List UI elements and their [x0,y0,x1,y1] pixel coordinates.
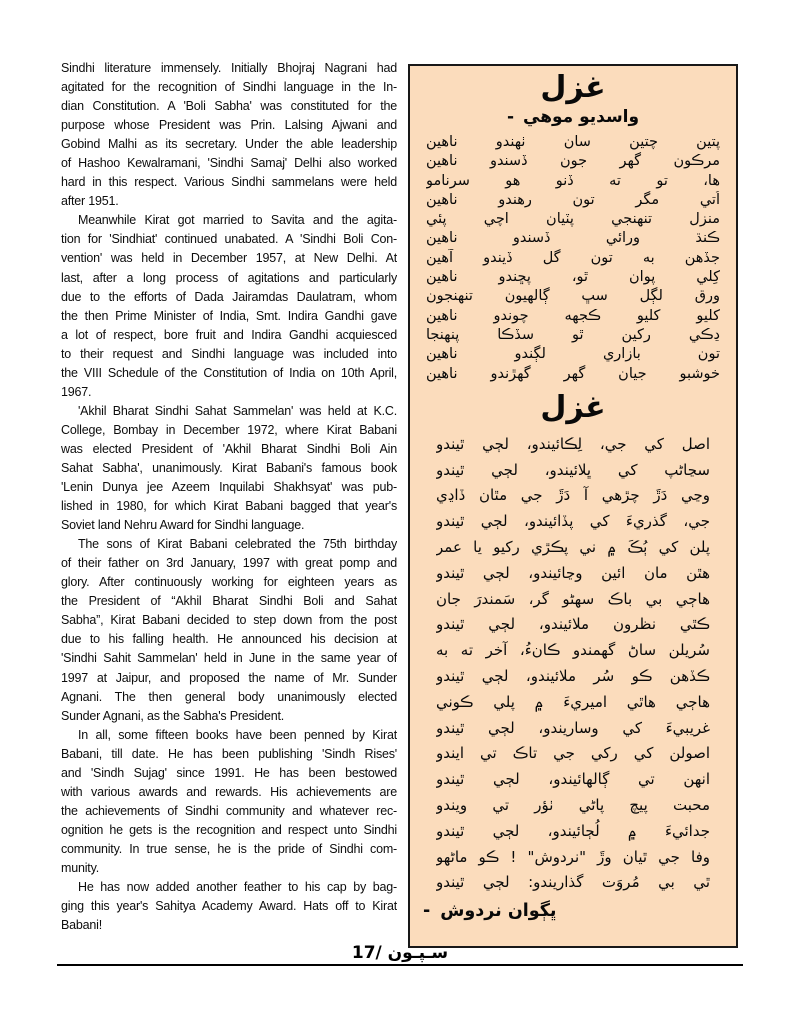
text-line: He has now added another feather to his cap by bag- [78,880,397,895]
ghazal2-lines [410,425,736,896]
footer-rule [57,964,743,966]
paragraph [61,726,397,878]
poetry-line: انهن تي ڳالهائيندو، لڄي ٿيندو [436,770,710,789]
poetry-line: هاڄي بي باڪ سهڻو گر، سَمندرَ جان [436,589,710,608]
poetry-line: جي، گذريءَ کي پڏائيندو، لڄي ٿيندو [436,512,710,531]
text-line: of Hashoo Kewalramani, 'Sindhi Samaj' Delhi also worked [61,156,397,171]
poetry-line: هاڄي هاٿي اميريءَ ۾ پلي ڪوني [436,692,710,711]
text-line: and 'Sindh Sujag' since 1991. He has been bestowed [61,765,397,780]
article-column [61,59,397,935]
footer-page-text: سـپـون /17 [351,943,449,963]
text-line: after 1951. [61,194,119,209]
text-line: 1997 at Jaipur, and proposed the name of Mr. Sunder [61,670,397,685]
text-line: College, Bombay in December 1972, where Kirat Babani [61,422,397,437]
text-line: The sons of Kirat Babani celebrated the 75th birthday [78,537,397,552]
text-line: due to his falling health. He announced his decision at [61,632,397,647]
poetry-line: اصولن کي رکي جي تاڪ تي ايندو [436,744,710,763]
poetry-line: کِلي پوان ٿو، پڇندو ناهين [426,269,720,286]
text-line: lished in 1980, for which Kirat Babani bagged that year's [61,499,397,514]
text-line: last, after a long process of agitations and particularly [61,270,397,285]
text-line: glory. After continuously working for eighteen years as [61,575,397,590]
text-line: munity. [61,860,99,875]
text-line: Sunder Agnani, as the Sabha's President. [61,708,285,723]
ghazal2-signature [410,899,736,923]
text-line: agitated for the recognition of Sindhi language in the In- [61,80,397,95]
paragraph [61,211,397,401]
text-line: 'Sindhi Sahit Sammelan' held in June in the same year of [61,651,397,666]
text-line: a lot of respect, bore fruit and Indira Gandhi acquiesced [61,327,397,342]
ghazal1-title: غزل [540,70,606,105]
text-line: Sindhi literature immensely. Initially Bhojraj Nagrani had [61,61,397,75]
poetry-line: پلن کي ٻُڪَ ۾ ني پڪڙي رکيو يا عمر [436,538,710,557]
poetry-line: کليو کليو ڪجهه چوندو ناهين [426,307,720,324]
poetry-line: جڏهن به تون گل ڏيندو آهين [426,249,720,266]
text-line: the then Prime Minister of India, Smt. Indira Gandhi gave [61,308,397,323]
poetry-line: محبت پيچ پاڻي ٺؤر تي ويندو [436,796,710,815]
poetry-line: ڪڏهن ڪو سُر ملائيندو، لڄي ٿيندو [436,667,710,686]
text-line: ging this year's Sahitya Academy Award. Hats off to Kirat [61,899,397,914]
poetry-line: سڃاڻپ کي ڀلائيندو، لڄي ٿيندو [436,460,710,479]
text-line: hard in this respect. Various Sindhi sammelans were held [61,175,397,190]
poetry-line: تون بازاري لڳندو ناهين [426,346,720,363]
text-line: Soviet land Nehru Award for Sindhi language. [61,518,305,533]
poetry-line: ها، تو ته ڏنو هو سرنامو [426,172,720,189]
text-line: Sabha”, Kirat Babani decided to step down from the post [61,613,397,628]
text-line: 'Akhil Bharat Sindhi Sahat Sammelan' was held at K.C. [78,403,397,418]
paragraph [61,59,397,211]
poetry-line: مرڪون گهر جون ڏسندو ناهين [426,153,720,170]
text-line: due to the efforts of Dada Jairamdas Daulatram, whom [61,289,397,304]
text-line: 1967. [61,384,92,399]
text-line: Gobind Malhi as its secretary. Under the able leadership [61,137,397,152]
text-line: dian Constitution. A 'Boli Sabha' was constituted for the [61,99,397,114]
signature-dash: - [423,901,431,922]
text-line: Babani! [61,918,102,933]
text-line: Meanwhile Kirat got married to Savita and the agita- [78,213,397,228]
poetry-line: ٿي بي مُروَت گذاريندو: لڄي ٿيندو [436,873,710,892]
poetry-line: ڪنڌ ورائي ڏسندو ناهين [426,230,720,247]
signature-name: ڀڳوان نردوش [440,901,557,922]
text-line: of their father on 3rd January, 1997 with great pomp and [61,556,397,571]
text-line: Sahat Sabha', unanimously. Kirat Babani's famous book [61,460,397,475]
text-line: the achievements of Sindhi community and whatever rec- [61,803,397,818]
poetry-line: ڍڪي رکين ٿو سڏڪا پنهنجا [426,326,720,343]
poetry-line: ڪٿي نظرون ملائيندو، لڄي ٿيندو [436,615,710,634]
text-line: was elected President of 'Akhil Bharat Sindhi Boli Ain [61,441,397,456]
text-line: community. In true sense, he is the pride of Sindhi com- [61,841,397,856]
footer-page-label [0,941,800,965]
text-line: with various awards and rewards. His achievements are [61,784,397,799]
poetry-line: ورق لڳل سڀ ڳالهيون تنهنجون [426,288,720,305]
text-line: Babani, till date. He has been publishing 'Sindh Rises' [61,746,397,761]
paragraph [61,878,397,935]
poetry-line: اُتي مگر تون رهندو ناهين [426,191,720,208]
poetry-line: وڃي دَڙَ چڙهي آ دَڙَ جي مٿان ڏاڍي [436,486,710,505]
author-name: واسديو موهي [523,107,640,127]
text-line: In all, some fifteen books have been penned by Kirat [78,727,397,742]
text-line: Agnani. The then general body unanimously elected [61,689,397,704]
poetry-line: اصل کي جي، لِڪائيندو، لڄي ٿيندو [436,434,710,453]
text-line: to their request and Sindhi language was included into [61,346,397,361]
text-line: vention' was held in December 1957, at New Delhi. At [61,251,397,266]
poetry-line: جدائيءَ ۾ لُڄائيندو، لڄي ٿيندو [436,821,710,840]
poetry-line: غريبيءَ کي وساريندو، لڄي ٿيندو [436,718,710,737]
paragraph [61,402,397,535]
poetry-line: وفا جي ٿيان وڙَ "نردوش" ! ڪو ماڻهو [436,847,710,866]
poetry-line: هٿن مان ائين وڃائيندو، لڄي ٿيندو [436,563,710,582]
ghazal2-title: غزل [540,389,606,425]
paragraph [61,535,397,725]
text-line: 'Lenin Dunya jee Azeem Inquilabi Shakhsyat' was pub- [61,480,397,495]
text-line: ognition he gets is the recognition and respect unto Sindhi [61,822,397,837]
poetry-line: منزل تنهنجي پٽيان اچي پئي [426,211,720,228]
text-line: the VIII Schedule of the Constitution of India on 10th April, [61,365,397,380]
text-line: tion for 'Sindhiat' continued unabated. A 'Sindhi Boli Con- [61,232,397,247]
text-line: the President of “Akhil Bharat Sindhi Boli and Sahat [61,594,397,609]
poetry-line: خوشبو جيان گهر گهڙندو ناهين [426,365,720,382]
author-dash: - [506,107,514,127]
text-line: purpose whose President was Prin. Lalsing Ajwani and [61,118,397,133]
poetry-line: پتين چتين سان ٺهندو ناهين [426,134,720,150]
poetry-line: سُريلن ساڻ گهمندو ڪانءُ، آخر ته به [436,641,710,660]
poetry-box [408,64,738,948]
ghazal1-lines [410,131,736,384]
ghazal1-author [410,106,736,128]
